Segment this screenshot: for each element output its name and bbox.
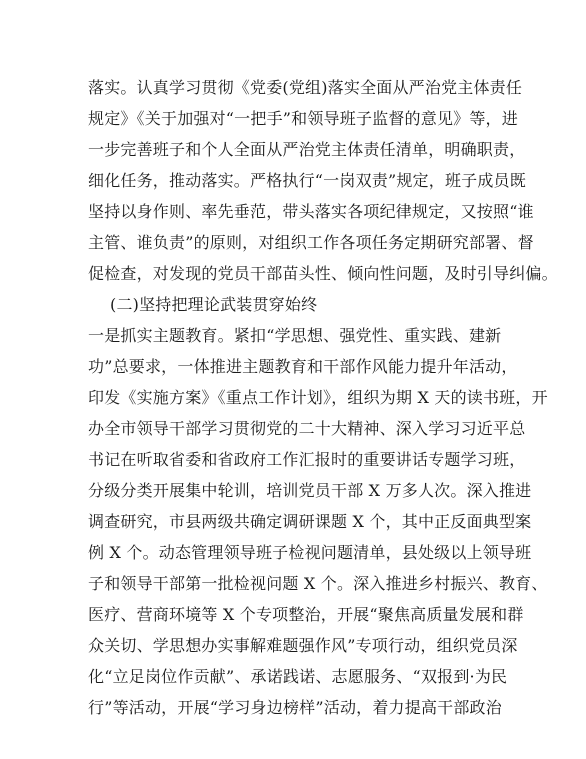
- paragraph-line: 落实。认真学习贯彻《党委(党组)落实全面从严治党主体责任: [88, 78, 523, 97]
- paragraph-line: 例 X 个。动态管理领导班子检视问题清单，县处级以上领导班: [88, 543, 532, 562]
- paragraph-line: 主管、谁负责”的原则，对组织工作各项任务定期研究部署、督: [88, 233, 534, 252]
- paragraph-line: 调查研究，市县两级共确定调研课题 X 个，其中正反面典型案: [88, 512, 532, 531]
- section-heading: [88, 289, 508, 320]
- paragraph-line: 书记在听取省委和省政府工作汇报时的重要讲话专题学习班，: [88, 450, 526, 469]
- paragraph-line: 化“立足岗位作贡献”、承诺践诺、志愿服务、“双报到·为民: [88, 667, 508, 686]
- paragraph-line: 坚持以身作则、率先垂范，带头落实各项纪律规定，又按照“谁: [88, 202, 534, 221]
- paragraph-1: [88, 72, 558, 289]
- paragraph-line: 医疗、营商环境等 X 个专项整治，开展“聚焦高质量发展和群: [88, 605, 524, 624]
- paragraph-line: 行”等活动，开展“学习身边榜样”活动，着力提高干部政治: [88, 698, 502, 717]
- paragraph-line: 促检查，对发现的党员干部苗头性、倾向性问题，及时引导纠偏。: [88, 264, 558, 283]
- paragraph-line: 分级分类开展集中轮训，培训党员干部 X 万多人次。深入推进: [88, 481, 532, 500]
- paragraph-line: 细化任务，推动落实。严格执行“一岗双责”规定，班子成员既: [88, 171, 526, 190]
- section-heading-text: (二)坚持把理论武装贯穿始终: [110, 295, 318, 314]
- paragraph-line: 众关切、学思想办实事解难题强作风”专项行动，组织党员深: [88, 636, 518, 655]
- paragraph-line: 规定》《关于加强对“一把手”和领导班子监督的意见》等，进: [88, 109, 518, 128]
- paragraph-line: 办全市领导干部学习贯彻党的二十大精神、深入学习习近平总: [88, 419, 526, 438]
- paragraph-line: 一是抓实主题教育。紧扣“学思想、强党性、重实践、建新: [88, 326, 502, 345]
- paragraph-line: 印发《实施方案》《重点工作计划》，组织为期 X 天的读书班，开: [88, 388, 548, 407]
- paragraph-line: 功”总要求，一体推进主题教育和干部作风能力提升年活动，: [88, 357, 518, 376]
- paragraph-2: [88, 320, 548, 723]
- paragraph-line: 子和领导干部第一批检视问题 X 个。深入推进乡村振兴、教育、: [88, 574, 548, 593]
- paragraph-line: 一步完善班子和个人全面从严治党主体责任清单，明确职责，: [88, 140, 526, 159]
